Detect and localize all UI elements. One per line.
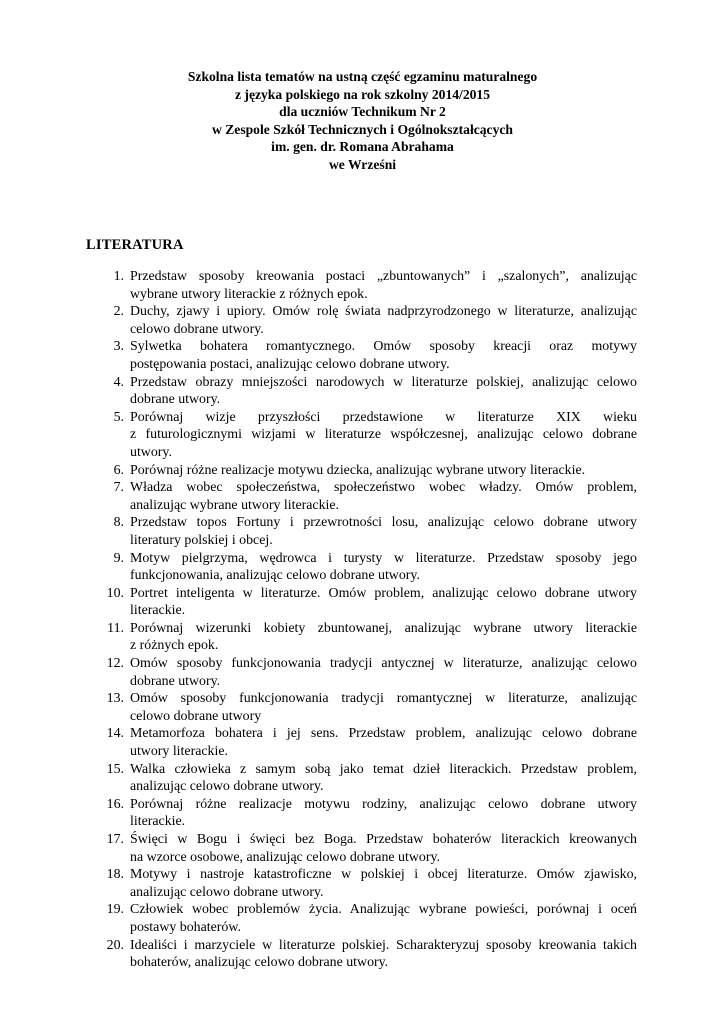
topic-item <box>0 937 637 972</box>
topic-text <box>130 550 637 585</box>
topic-number: 20. <box>106 937 124 953</box>
topic-text-line: z różnych epok. <box>130 638 219 654</box>
topic-text <box>130 303 637 338</box>
topic-text-line: dobrane utwory. <box>130 392 221 408</box>
topic-text-line: Władza wobec społeczeństwa, społeczeństwo wobec władzy. Omów problem, <box>130 480 637 496</box>
topic-number: 4. <box>113 374 124 390</box>
topic-text <box>130 268 637 303</box>
topic-text-line: Portret inteligenta w literaturze. Omów problem, analizując celowo dobrane utwory <box>130 585 637 601</box>
topic-item <box>0 479 637 514</box>
topic-text <box>130 690 637 725</box>
topic-number: 19. <box>106 902 124 918</box>
topic-text-line: Omów sposoby funkcjonowania tradycji antycznej w literaturze, analizując celowo <box>130 656 637 672</box>
topic-item <box>0 550 637 585</box>
header-line: dla uczniów Technikum Nr 2 <box>279 104 446 119</box>
topic-number: 13. <box>106 691 124 707</box>
topic-text-line: bohaterów, analizując celowo dobrane utwory. <box>130 955 389 971</box>
topic-item <box>0 585 637 620</box>
topic-text-line: literatury polskiej i obcej. <box>130 532 273 548</box>
topic-number: 2. <box>113 304 124 320</box>
topic-text-line: Przedstaw sposoby kreowania postaci „zbuntowanych” i „szalonych”, analizując <box>130 269 637 284</box>
topic-text <box>130 620 637 655</box>
topic-text-line: Porównaj różne realizacje motywu rodziny, analizując celowo dobrane utwory <box>130 796 637 812</box>
topic-text-line: Metamorfoza bohatera i jej sens. Przedstaw problem, analizując celowo dobrane <box>130 726 637 742</box>
topic-item <box>0 690 637 725</box>
topic-item <box>0 303 637 338</box>
topic-item <box>0 409 637 462</box>
topic-text-line: funkcjonowania, analizując celowo dobrane utwory. <box>130 568 420 584</box>
topic-item <box>0 374 637 409</box>
topic-text-line: Motyw pielgrzyma, wędrowca i turysty w literaturze. Przedstaw sposoby jego <box>130 550 637 566</box>
topic-number: 10. <box>106 585 124 601</box>
topic-number: 8. <box>113 515 124 531</box>
topic-text-line: Przedstaw obrazy mniejszości narodowych w literaturze polskiej, analizując celowo <box>130 374 637 390</box>
topic-text-line: Duchy, zjawy i upiory. Omów rolę świata nadprzyrodzonego w literaturze, analizując <box>130 304 637 320</box>
topic-text-line: Motywy i nastroje katastroficzne w polskiej i obcej literaturze. Omów zjawisko, <box>130 867 637 883</box>
topic-text-line: postępowania postaci, analizując celowo dobrane utwory. <box>130 356 450 372</box>
topic-text-line: Człowiek wobec problemów życia. Analizując wybrane powieści, porównaj i oceń <box>130 902 637 918</box>
topic-text-line: Omów sposoby funkcjonowania tradycji romantycznej w literaturze, analizując <box>130 691 637 707</box>
topic-text <box>130 462 637 480</box>
topic-text <box>130 585 637 620</box>
topic-text-line: analizując celowo dobrane utwory. <box>130 884 324 900</box>
section-title: LITERATURA <box>86 237 184 253</box>
topic-text-line: analizując celowo dobrane utwory. <box>130 779 324 795</box>
document-header <box>0 68 725 173</box>
topic-text <box>130 479 637 514</box>
topic-item <box>0 866 637 901</box>
topic-item <box>0 725 637 760</box>
topic-text-line: Porównaj wizerunki kobiety zbuntowanej, analizując wybrane utwory literackie <box>130 620 637 636</box>
topic-item <box>0 796 637 831</box>
topic-number: 5. <box>113 409 124 425</box>
topic-text-line: Przedstaw topos Fortuny i przewrotności losu, analizując celowo dobrane utwory <box>130 515 637 531</box>
topic-number: 9. <box>113 550 124 566</box>
topic-item <box>0 761 637 796</box>
topic-item <box>0 655 637 690</box>
topic-text-line: Walka człowieka z samym sobą jako temat dzieł literackich. Przedstaw problem, <box>130 761 637 777</box>
header-line: we Wrześni <box>328 156 397 172</box>
topic-text-line: wybrane utwory literackie z różnych epok. <box>130 286 368 302</box>
topic-text-line: z futurologicznymi wizjami w literaturze współczesnej, analizując celowo dobrane <box>130 427 637 443</box>
header-line: im. gen. dr. Romana Abrahama <box>271 139 454 154</box>
topic-item <box>0 831 637 866</box>
topic-item <box>0 338 637 373</box>
topic-number: 18. <box>106 867 124 883</box>
header-line: Szkolna lista tematów na ustną część egzaminu maturalnego <box>187 69 538 84</box>
topic-number: 6. <box>113 462 124 478</box>
header-line: w Zespole Szkół Technicznych i Ogólnokształcących <box>212 121 513 137</box>
topic-text <box>130 338 637 373</box>
topic-item <box>0 620 637 655</box>
topic-number: 12. <box>106 656 124 672</box>
topic-text-line: Porównaj różne realizacje motywu dziecka, analizując wybrane utwory literackie. <box>130 462 586 478</box>
topic-text <box>130 901 637 936</box>
topic-item <box>0 268 637 303</box>
topic-number: 3. <box>113 339 124 355</box>
topic-text-line: utwory literackie. <box>130 744 228 760</box>
topic-text <box>130 514 637 549</box>
topic-item <box>0 462 637 480</box>
topic-text-line: literackie. <box>130 603 186 619</box>
topic-text-line: Porównaj wizje przyszłości przedstawione w literaturze XIX wieku <box>130 409 637 425</box>
topic-number: 17. <box>106 832 124 847</box>
topic-number: 1. <box>113 269 124 284</box>
topic-text <box>130 761 637 796</box>
topic-text <box>130 831 637 866</box>
topic-text-line: celowo dobrane utwory. <box>130 321 264 337</box>
topic-number: 7. <box>113 480 124 496</box>
topic-text <box>130 655 637 690</box>
topic-text-line: celowo dobrane utwory <box>130 708 262 724</box>
topic-number: 16. <box>106 796 124 812</box>
topic-text <box>130 937 637 972</box>
topic-text-line: na wzorce osobowe, analizując celowo dobrane utwory. <box>130 849 440 865</box>
topic-text <box>130 725 637 760</box>
topic-text-line: literackie. <box>130 814 186 830</box>
topic-text-line: postawy bohaterów. <box>130 919 241 935</box>
topic-text <box>130 866 637 901</box>
topic-text-line: Sylwetka bohatera romantycznego. Omów sposoby kreacji oraz motywy <box>130 339 637 355</box>
topic-list <box>0 268 725 972</box>
topic-text <box>130 409 637 462</box>
topic-text-line: utwory. <box>130 444 172 460</box>
topic-text-line: analizując wybrane utwory literackie. <box>130 497 340 513</box>
topic-number: 15. <box>106 761 124 777</box>
topic-text-line: Święci w Bogu i święci bez Boga. Przedstaw bohaterów literackich kreowanych <box>130 832 637 847</box>
header-line: z języka polskiego na rok szkolny 2014/2015 <box>234 86 491 102</box>
topic-text-line: dobrane utwory. <box>130 673 221 689</box>
topic-text <box>130 374 637 409</box>
topic-number: 14. <box>106 726 124 742</box>
topic-text <box>130 796 637 831</box>
topic-item <box>0 514 637 549</box>
topic-number: 11. <box>107 620 124 636</box>
topic-text-line: Idealiści i marzyciele w literaturze polskiej. Scharakteryzuj sposoby kreowania takich <box>130 937 637 953</box>
topic-item <box>0 901 637 936</box>
